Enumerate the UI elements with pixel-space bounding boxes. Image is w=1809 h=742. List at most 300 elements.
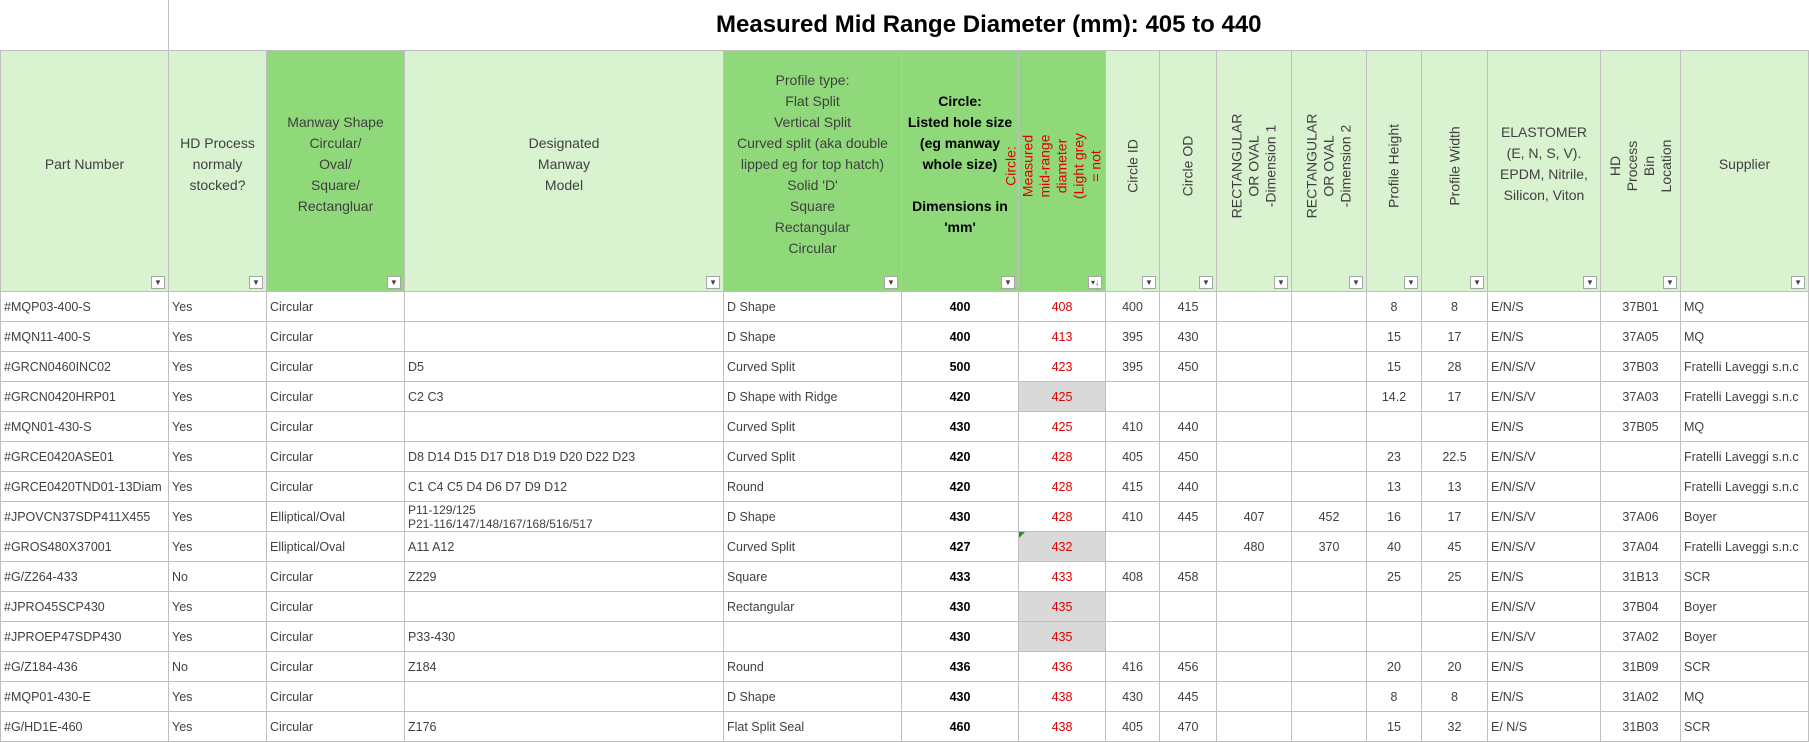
cell-circle-od[interactable]: 470 [1160,712,1217,742]
cell-manway-shape[interactable]: Circular [267,412,405,442]
cell-circle-id[interactable]: 405 [1106,442,1160,472]
cell-profile-type[interactable]: D Shape [724,292,902,322]
cell-profile-height[interactable]: 15 [1367,352,1422,382]
cell-part-number[interactable]: #GROS480X37001 [1,532,169,562]
cell-measured-mid[interactable]: 438 [1019,682,1106,712]
cell-rect-dim1[interactable] [1217,442,1292,472]
header-designated-model-label: Designated Manway Model [528,134,600,193]
cell-listed-size[interactable]: 400 [902,322,1019,352]
cell-supplier[interactable]: Fratelli Laveggi s.n.c [1681,442,1809,472]
cell-supplier[interactable]: Fratelli Laveggi s.n.c [1681,532,1809,562]
cell-manway-shape[interactable]: Circular [267,322,405,352]
cell-listed-size[interactable]: 433 [902,562,1019,592]
cell-elastomer[interactable]: E/N/S/V [1488,352,1601,382]
cell-supplier[interactable]: Boyer [1681,622,1809,652]
cell-part-number[interactable]: #JPRO45SCP430 [1,592,169,622]
cell-rect-dim2[interactable] [1292,562,1367,592]
table-row [1,442,1809,472]
cell-bin-location[interactable] [1601,442,1681,472]
header-designated-model [405,51,724,292]
cell-listed-size[interactable]: 420 [902,472,1019,502]
cell-supplier[interactable]: MQ [1681,412,1809,442]
filter-dropdown-icon[interactable]: ▼ [1583,276,1597,289]
cell-hd-process[interactable]: Yes [169,322,267,352]
cell-elastomer[interactable]: E/N/S/V [1488,472,1601,502]
cell-circle-od[interactable]: 445 [1160,502,1217,532]
cell-bin-location[interactable]: 37A02 [1601,622,1681,652]
cell-profile-width[interactable]: 22.5 [1422,442,1488,472]
cell-elastomer[interactable]: E/N/S/V [1488,442,1601,472]
cell-circle-id[interactable]: 416 [1106,652,1160,682]
cell-circle-od[interactable] [1160,532,1217,562]
cell-listed-size[interactable]: 400 [902,292,1019,322]
cell-part-number[interactable]: #GRCE0420TND01-13Diam [1,472,169,502]
header-manway-shape-label: Manway Shape Circular/ Oval/ Square/ Rectangluar [287,113,384,214]
filter-dropdown-icon[interactable]: ▼ [884,276,898,289]
cell-circle-od[interactable]: 440 [1160,412,1217,442]
filter-dropdown-icon[interactable]: ▼ [151,276,165,289]
cell-profile-type[interactable]: Curved Split [724,352,902,382]
cell-supplier[interactable]: MQ [1681,292,1809,322]
cell-bin-location[interactable]: 37A03 [1601,382,1681,412]
cell-supplier[interactable]: SCR [1681,652,1809,682]
cell-rect-dim1[interactable] [1217,712,1292,742]
header-row [1,51,1809,292]
cell-bin-location[interactable]: 37A04 [1601,532,1681,562]
sheet-title: Measured Mid Range Diameter (mm): 405 to 440 [716,11,1262,38]
cell-rect-dim1[interactable] [1217,292,1292,322]
cell-profile-width[interactable]: 28 [1422,352,1488,382]
table-row [1,352,1809,382]
header-bin-location-label: HD Process Bin Location [1606,139,1674,193]
cell-measured-mid[interactable]: 425 [1019,382,1106,412]
filter-dropdown-icon[interactable]: ▼ [1199,276,1213,289]
cell-manway-shape[interactable]: Circular [267,682,405,712]
cell-listed-size[interactable]: 436 [902,652,1019,682]
cell-profile-type[interactable]: Rectangular [724,592,902,622]
cell-part-number[interactable]: #MQP03-400-S [1,292,169,322]
cell-rect-dim1[interactable] [1217,412,1292,442]
cell-elastomer[interactable]: E/N/S/V [1488,622,1601,652]
cell-hd-process[interactable]: Yes [169,592,267,622]
cell-part-number[interactable]: #G/HD1E-460 [1,712,169,742]
cell-profile-height[interactable]: 8 [1367,292,1422,322]
header-hd-process-label: HD Process normaly stocked? [180,134,255,193]
header-supplier [1681,51,1809,292]
cell-rect-dim2[interactable] [1292,472,1367,502]
header-rect-dim1-label: RECTANGULAR OR OVAL -Dimension 1 [1228,113,1279,219]
cell-part-number[interactable]: #JPOVCN37SDP411X455 [1,502,169,532]
cell-profile-height[interactable]: 14.2 [1367,382,1422,412]
cell-circle-id[interactable]: 408 [1106,562,1160,592]
table-row [1,292,1809,322]
header-circle-od-label: Circle OD [1179,135,1196,197]
cell-measured-mid[interactable]: 436 [1019,652,1106,682]
cell-listed-size[interactable]: 430 [902,592,1019,622]
table-row [1,652,1809,682]
cell-rect-dim2[interactable] [1292,592,1367,622]
cell-hd-process[interactable]: No [169,652,267,682]
table-row [1,502,1809,532]
table-row [1,322,1809,352]
cell-profile-width[interactable]: 8 [1422,682,1488,712]
cell-rect-dim2[interactable] [1292,622,1367,652]
header-hd-process [169,51,267,292]
cell-profile-type[interactable]: Square [724,562,902,592]
cell-bin-location[interactable]: 37B05 [1601,412,1681,442]
cell-profile-height[interactable]: 16 [1367,502,1422,532]
cell-profile-width[interactable] [1422,412,1488,442]
cell-measured-mid[interactable]: 428 [1019,472,1106,502]
cell-supplier[interactable]: Fratelli Laveggi s.n.c [1681,382,1809,412]
cell-measured-mid[interactable]: 423 [1019,352,1106,382]
cell-hd-process[interactable]: Yes [169,502,267,532]
header-manway-shape [267,51,405,292]
cell-elastomer[interactable]: E/N/S [1488,562,1601,592]
cell-rect-dim2[interactable] [1292,412,1367,442]
cell-manway-shape[interactable]: Circular [267,712,405,742]
cell-circle-od[interactable]: 450 [1160,442,1217,472]
header-measured-mid-label: Circle: Measured mid-range diameter (Light grey = not [1002,133,1104,200]
cell-listed-size[interactable]: 460 [902,712,1019,742]
filter-dropdown-icon[interactable]: ▼ [249,276,263,289]
cell-manway-shape[interactable]: Circular [267,652,405,682]
cell-circle-od[interactable] [1160,382,1217,412]
cell-part-number[interactable]: #MQN11-400-S [1,322,169,352]
cell-circle-od[interactable] [1160,592,1217,622]
cell-listed-size[interactable]: 430 [902,682,1019,712]
cell-rect-dim2[interactable]: 370 [1292,532,1367,562]
header-profile-type-label: Profile type: Flat Split Vertical Split Curved split (aka double lipped eg for top hatch) Solid 'D' Square Rectangular Circular [737,71,888,256]
cell-bin-location[interactable]: 37A05 [1601,322,1681,352]
table-row [1,592,1809,622]
cell-listed-size[interactable]: 430 [902,412,1019,442]
cell-profile-width[interactable]: 25 [1422,562,1488,592]
cell-designated-model[interactable] [405,292,724,322]
cell-listed-size[interactable]: 430 [902,622,1019,652]
cell-circle-od[interactable]: 415 [1160,292,1217,322]
cell-supplier[interactable]: MQ [1681,322,1809,352]
cell-measured-mid[interactable]: 425 [1019,412,1106,442]
cell-circle-id[interactable]: 395 [1106,352,1160,382]
cell-rect-dim2[interactable] [1292,442,1367,472]
cell-elastomer[interactable]: E/ N/S [1488,712,1601,742]
cell-manway-shape[interactable]: Circular [267,562,405,592]
header-rect-dim2-label: RECTANGULAR OR OVAL -Dimension 2 [1303,113,1354,219]
cell-circle-id[interactable] [1106,622,1160,652]
cell-measured-mid[interactable]: 428 [1019,442,1106,472]
header-profile-width [1422,51,1488,292]
sort-filter-icon[interactable]: ▾↓ [1088,276,1102,289]
cell-measured-mid[interactable]: 435 [1019,592,1106,622]
cell-profile-width[interactable]: 45 [1422,532,1488,562]
cell-circle-od[interactable]: 450 [1160,352,1217,382]
cell-rect-dim2[interactable] [1292,712,1367,742]
cell-hd-process[interactable]: Yes [169,682,267,712]
cell-rect-dim2[interactable] [1292,682,1367,712]
cell-manway-shape[interactable]: Circular [267,352,405,382]
header-elastomer [1488,51,1601,292]
filter-dropdown-icon[interactable]: ▼ [1349,276,1363,289]
cell-circle-od[interactable]: 458 [1160,562,1217,592]
filter-dropdown-icon[interactable]: ▼ [706,276,720,289]
cell-circle-id[interactable] [1106,382,1160,412]
title-blank-cell [1,0,169,51]
cell-rect-dim1[interactable] [1217,622,1292,652]
cell-measured-mid[interactable]: 413 [1019,322,1106,352]
cell-hd-process[interactable]: Yes [169,352,267,382]
cell-part-number[interactable]: #G/Z264-433 [1,562,169,592]
cell-profile-width[interactable]: 8 [1422,292,1488,322]
cell-manway-shape[interactable]: Circular [267,442,405,472]
cell-profile-type[interactable]: D Shape [724,322,902,352]
cell-rect-dim1[interactable] [1217,322,1292,352]
cell-manway-shape[interactable]: Circular [267,622,405,652]
cell-circle-od[interactable]: 445 [1160,682,1217,712]
cell-profile-width[interactable]: 17 [1422,502,1488,532]
cell-profile-type[interactable]: Flat Split Seal [724,712,902,742]
filter-dropdown-icon[interactable]: ▼ [1663,276,1677,289]
cell-manway-shape[interactable]: Circular [267,292,405,322]
cell-listed-size[interactable]: 420 [902,442,1019,472]
filter-dropdown-icon[interactable]: ▼ [1142,276,1156,289]
cell-rect-dim2[interactable] [1292,652,1367,682]
cell-profile-height[interactable]: 20 [1367,652,1422,682]
cell-designated-model[interactable]: D8 D14 D15 D17 D18 D19 D20 D22 D23 [405,442,724,472]
cell-bin-location[interactable]: 37A06 [1601,502,1681,532]
cell-listed-size[interactable]: 430 [902,502,1019,532]
cell-profile-width[interactable] [1422,592,1488,622]
cell-rect-dim1[interactable] [1217,652,1292,682]
header-circle-id [1106,51,1160,292]
cell-rect-dim2[interactable] [1292,292,1367,322]
cell-rect-dim1[interactable] [1217,562,1292,592]
header-circle-id-label: Circle ID [1124,139,1140,194]
cell-measured-mid[interactable]: 433 [1019,562,1106,592]
cell-profile-height[interactable]: 8 [1367,682,1422,712]
table-row [1,532,1809,562]
cell-hd-process[interactable]: Yes [169,382,267,412]
cell-profile-type[interactable]: Curved Split [724,442,902,472]
filter-dropdown-icon[interactable]: ▼ [1001,276,1015,289]
cell-profile-type[interactable]: D Shape with Ridge [724,382,902,412]
cell-measured-mid[interactable]: 428 [1019,502,1106,532]
table-row [1,682,1809,712]
cell-rect-dim1[interactable]: 480 [1217,532,1292,562]
cell-bin-location[interactable]: 31B13 [1601,562,1681,592]
cell-part-number[interactable]: #G/Z184-436 [1,652,169,682]
cell-profile-width[interactable]: 17 [1422,322,1488,352]
cell-supplier[interactable]: Fratelli Laveggi s.n.c [1681,352,1809,382]
cell-rect-dim1[interactable] [1217,352,1292,382]
cell-supplier[interactable]: SCR [1681,562,1809,592]
cell-manway-shape[interactable]: Circular [267,382,405,412]
cell-circle-id[interactable] [1106,592,1160,622]
cell-bin-location[interactable]: 37B04 [1601,592,1681,622]
cell-profile-width[interactable]: 13 [1422,472,1488,502]
cell-supplier[interactable]: MQ [1681,682,1809,712]
cell-designated-model[interactable]: Z184 [405,652,724,682]
cell-circle-id[interactable]: 410 [1106,412,1160,442]
cell-profile-height[interactable]: 23 [1367,442,1422,472]
cell-designated-model[interactable]: A11 A12 [405,532,724,562]
cell-designated-model[interactable]: C2 C3 [405,382,724,412]
cell-rect-dim1[interactable]: 407 [1217,502,1292,532]
header-elastomer-label: ELASTOMER (E, N, S, V). EPDM, Nitrile, Silicon, Viton [1500,124,1588,203]
cell-listed-size[interactable]: 420 [902,382,1019,412]
cell-profile-width[interactable]: 17 [1422,382,1488,412]
cell-hd-process[interactable]: No [169,562,267,592]
cell-profile-height[interactable] [1367,412,1422,442]
cell-part-number[interactable]: #GRCN0420HRP01 [1,382,169,412]
cell-designated-model[interactable]: Z229 [405,562,724,592]
cell-hd-process[interactable]: Yes [169,472,267,502]
cell-elastomer[interactable]: E/N/S/V [1488,532,1601,562]
cell-bin-location[interactable]: 31A02 [1601,682,1681,712]
cell-rect-dim2[interactable] [1292,322,1367,352]
cell-profile-type[interactable] [724,622,902,652]
header-rect-dim2 [1292,51,1367,292]
cell-profile-height[interactable]: 40 [1367,532,1422,562]
cell-designated-model[interactable]: P11-129/125 P21-116/147/148/167/168/516/517 [405,502,724,532]
cell-designated-model[interactable]: C1 C4 C5 D4 D6 D7 D9 D12 [405,472,724,502]
header-part-number-label: Part Number [44,155,125,172]
cell-profile-height[interactable]: 15 [1367,322,1422,352]
cell-circle-id[interactable]: 395 [1106,322,1160,352]
cell-listed-size[interactable]: 500 [902,352,1019,382]
table-row [1,382,1809,412]
cell-bin-location[interactable] [1601,472,1681,502]
cell-circle-od[interactable] [1160,622,1217,652]
cell-part-number[interactable]: #JPROEP47SDP430 [1,622,169,652]
cell-rect-dim1[interactable] [1217,682,1292,712]
cell-manway-shape[interactable]: Circular [267,592,405,622]
cell-hd-process[interactable]: Yes [169,412,267,442]
cell-profile-type[interactable]: Round [724,472,902,502]
cell-manway-shape[interactable]: Elliptical/Oval [267,532,405,562]
cell-profile-height[interactable]: 13 [1367,472,1422,502]
cell-designated-model[interactable]: D5 [405,352,724,382]
header-profile-height [1367,51,1422,292]
cell-profile-height[interactable]: 25 [1367,562,1422,592]
cell-circle-od[interactable]: 430 [1160,322,1217,352]
cell-profile-type[interactable]: Curved Split [724,532,902,562]
filter-dropdown-icon[interactable]: ▼ [1404,276,1418,289]
filter-dropdown-icon[interactable]: ▼ [1274,276,1288,289]
cell-measured-mid[interactable]: 408 [1019,292,1106,322]
cell-profile-type[interactable]: D Shape [724,502,902,532]
header-circle-od [1160,51,1217,292]
cell-bin-location[interactable]: 37B01 [1601,292,1681,322]
filter-dropdown-icon[interactable]: ▼ [387,276,401,289]
cell-rect-dim1[interactable] [1217,592,1292,622]
cell-elastomer[interactable]: E/N/S [1488,682,1601,712]
title-row [1,0,1809,51]
table-row [1,412,1809,442]
header-profile-width-label: Profile Width [1446,126,1462,206]
cell-part-number[interactable]: #MQN01-430-S [1,412,169,442]
cell-rect-dim2[interactable]: 452 [1292,502,1367,532]
cell-hd-process[interactable]: Yes [169,712,267,742]
cell-circle-id[interactable]: 415 [1106,472,1160,502]
cell-circle-id[interactable]: 410 [1106,502,1160,532]
header-circle-listed-label: Circle: Listed hole size (eg manway whole size) Dimensions in 'mm' [907,92,1013,235]
cell-hd-process[interactable]: Yes [169,292,267,322]
cell-bin-location[interactable]: 31B09 [1601,652,1681,682]
filter-dropdown-icon[interactable]: ▼ [1791,276,1805,289]
cell-manway-shape[interactable]: Elliptical/Oval [267,502,405,532]
cell-designated-model[interactable] [405,592,724,622]
cell-supplier[interactable]: Boyer [1681,592,1809,622]
cell-profile-height[interactable] [1367,622,1422,652]
cell-profile-type[interactable]: Curved Split [724,412,902,442]
cell-supplier[interactable]: Fratelli Laveggi s.n.c [1681,472,1809,502]
cell-elastomer[interactable]: E/N/S/V [1488,502,1601,532]
cell-elastomer[interactable]: E/N/S/V [1488,382,1601,412]
cell-designated-model[interactable] [405,412,724,442]
cell-elastomer[interactable]: E/N/S [1488,292,1601,322]
cell-measured-mid[interactable]: 438 [1019,712,1106,742]
cell-elastomer[interactable]: E/N/S/V [1488,592,1601,622]
cell-supplier[interactable]: SCR [1681,712,1809,742]
cell-bin-location[interactable]: 31B03 [1601,712,1681,742]
cell-elastomer[interactable]: E/N/S [1488,412,1601,442]
cell-elastomer[interactable]: E/N/S [1488,322,1601,352]
filter-dropdown-icon[interactable]: ▼ [1470,276,1484,289]
cell-circle-id[interactable]: 400 [1106,292,1160,322]
header-rect-dim1 [1217,51,1292,292]
cell-part-number[interactable]: #GRCE0420ASE01 [1,442,169,472]
cell-circle-od[interactable]: 440 [1160,472,1217,502]
cell-profile-type[interactable]: D Shape [724,682,902,712]
cell-designated-model[interactable] [405,322,724,352]
cell-profile-width[interactable] [1422,622,1488,652]
cell-part-number[interactable]: #GRCN0460INC02 [1,352,169,382]
cell-profile-height[interactable] [1367,592,1422,622]
cell-elastomer[interactable]: E/N/S [1488,652,1601,682]
header-supplier-label: Supplier [1718,155,1771,172]
cell-measured-mid[interactable]: 435 [1019,622,1106,652]
cell-hd-process[interactable]: Yes [169,442,267,472]
cell-bin-location[interactable]: 37B03 [1601,352,1681,382]
cell-circle-id[interactable]: 430 [1106,682,1160,712]
cell-supplier[interactable]: Boyer [1681,502,1809,532]
cell-part-number[interactable]: #MQP01-430-E [1,682,169,712]
cell-designated-model[interactable] [405,682,724,712]
table-row [1,622,1809,652]
cell-profile-width[interactable]: 32 [1422,712,1488,742]
cell-hd-process[interactable]: Yes [169,532,267,562]
cell-profile-height[interactable]: 15 [1367,712,1422,742]
cell-rect-dim1[interactable] [1217,472,1292,502]
cell-rect-dim2[interactable] [1292,382,1367,412]
cell-profile-width[interactable]: 20 [1422,652,1488,682]
cell-rect-dim2[interactable] [1292,352,1367,382]
cell-rect-dim1[interactable] [1217,382,1292,412]
cell-circle-id[interactable] [1106,532,1160,562]
cell-listed-size[interactable]: 427 [902,532,1019,562]
cell-designated-model[interactable]: P33-430 [405,622,724,652]
header-bin-location [1601,51,1681,292]
cell-manway-shape[interactable]: Circular [267,472,405,502]
cell-profile-type[interactable]: Round [724,652,902,682]
cell-measured-mid[interactable]: 432 [1019,532,1106,562]
header-profile-height-label: Profile Height [1385,124,1402,209]
cell-designated-model[interactable]: Z176 [405,712,724,742]
cell-hd-process[interactable]: Yes [169,622,267,652]
cell-circle-id[interactable]: 405 [1106,712,1160,742]
cell-circle-od[interactable]: 456 [1160,652,1217,682]
